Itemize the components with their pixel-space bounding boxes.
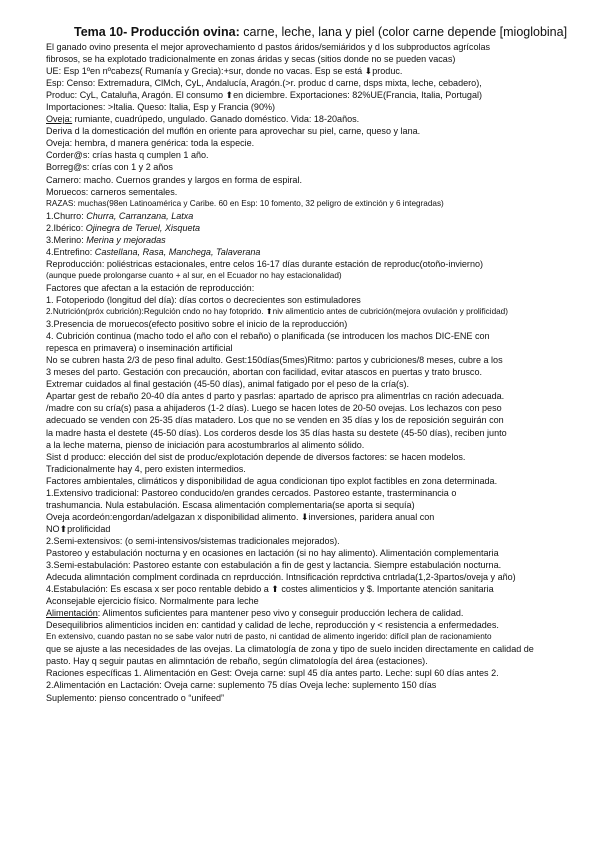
text-line: 1. Fotoperiodo (longitud del día): días cortos o decrecientes son estimuladores xyxy=(46,294,361,305)
text-line: (aunque puede prolongarse cuanto + al sur, en el Ecuador no hay estacionalidad) xyxy=(46,270,342,280)
text-line: Carnero: macho. Cuernos grandes y largos en forma de espiral. xyxy=(46,174,302,185)
text-line: NO⬆prolificidad xyxy=(46,523,111,534)
text-line: Sist d producc: elección del sist de produc/explotación depende de diversos factores: se hacen modelos. xyxy=(46,451,466,462)
text-line: Factores ambientales, climáticos y disponibilidad de agua condicionan tipo explot factibles en zona determinada. xyxy=(46,475,498,486)
oveja-text: rumiante, cuadrúpedo, ungulado. Ganado doméstico. Vida: 18-20años. xyxy=(72,114,360,125)
text-line: a la leche materna, pienso de iniciación para acostumbrarlos al alimento sólido. xyxy=(46,439,365,450)
text-line: fibrosos, se ha explotado tradicionalmente en zonas áridas y secas (sitios donde no se pueden vacas) xyxy=(46,54,456,65)
text-line: la madre hasta el destete (45-50 días). Los corderos desde los 35 días hasta su destete (45-50 días), reciben junto xyxy=(46,427,507,438)
text-line: El ganado ovino presenta el mejor aprovechamiento d pastos áridos/semiáridos y d los subproductos agrícolas xyxy=(46,42,491,52)
oveja-label: Oveja: xyxy=(46,114,73,125)
text-line: pasto. Hay q seguir pautas en alimntación de rebaño, según climatología del área (estaciones). xyxy=(46,656,428,667)
text-line: Moruecos: carneros sementales. xyxy=(46,186,178,197)
text-line: Tradicionalmente hay 4, pero existen intermedios. xyxy=(46,463,246,474)
text-line: Aconsejable ejercicio físico. Normalmente para leche xyxy=(46,596,259,607)
text-line: 4. Cubrición continua (macho todo el año con el rebaño) o planificada (se introducen los machos DIC-ENE con xyxy=(46,331,490,342)
raza-names: Churra, Carranzana, Latxa xyxy=(86,210,194,221)
text-line: 2.Nutrición(próx cubrición):Regulción cndo no hay fotoprido. ⬆niv alimenticio antes de cubrición(mejora ovulación y prolificidad) xyxy=(46,307,508,317)
raza-prefix: 3.Merino: xyxy=(46,234,87,245)
text-line: Factores que afectan a la estación de reproducción: xyxy=(46,282,255,293)
oveja-definition xyxy=(46,113,586,125)
text-line: Esp: Censo: Extremadura, ClMch, CyL, Andalucía, Aragón.(>r. produc d carne, dsps mixta, leche, cebadero), xyxy=(46,78,482,89)
text-line: trashumancia. Nula estabulación. Escasa alimentación complementaria(se aporta si sequía) xyxy=(46,499,415,510)
raza-item xyxy=(46,246,586,258)
text-line: adecuado se venden con 25-35 días matadero. Los que no se venden en 35 días y los de reposición seguirán con xyxy=(46,415,504,426)
raza-item xyxy=(46,222,586,234)
text-line: Pastoreo y estabulación nocturna y en ocasiones en lactación (si no hay alimento). Alimentación complementaria xyxy=(46,547,499,558)
razas-line: RAZAS: muchas(98en Latinoamérica y Caribe. 60 en Esp: 10 fomento, 32 peligro de extinción y 6 integradas) xyxy=(46,198,444,208)
text-line: Borreg@s: crías con 1 y 2 años xyxy=(46,162,173,173)
page-title xyxy=(74,25,586,40)
text-line: Oveja: hembra, d manera genérica: toda la especie. xyxy=(46,138,255,149)
document-page xyxy=(46,25,586,704)
text-line: Suplemento: pienso concentrado o “unifeed” xyxy=(46,692,225,703)
title-bold: Tema 10- Producción ovina: xyxy=(74,25,240,39)
raza-prefix: 1.Churro: xyxy=(46,210,87,221)
text-line: que se ajuste a las necesidades de las ovejas. La climatología de zona y tipo de suelo inciden directamente en calidad de xyxy=(46,644,534,655)
text-line: Extremar cuidados al final gestación (45-50 días), animal fatigado por el peso de la cría(s). xyxy=(46,379,410,390)
text-line: 3.Semi-estabulación: Pastoreo estante con estabulación a fin de gest y lactancia. Siempre estabulación nocturna. xyxy=(46,560,502,571)
alimentacion-label: Alimentación xyxy=(46,608,98,619)
text-line: 4.Estabulación: Es escasa x ser poco rentable debido a ⬆ costes alimenticios y $. Importante atención sanitaria xyxy=(46,584,494,595)
title-rest: carne, leche, lana y piel (color carne depende [mioglobina] xyxy=(239,25,568,39)
text-line: Oveja acordeón:engordan/adelgazan x disponibilidad alimento. ⬇inversiones, paridera anual con xyxy=(46,511,435,522)
text-line: 1.Extensivo tradicional: Pastoreo conducido/en grandes cercados. Pastoreo estante, trasterminancia o xyxy=(46,487,457,498)
raza-prefix: 4.Entrefino: xyxy=(46,246,95,257)
raza-item xyxy=(46,234,586,246)
text-line: En extensivo, cuando pastan no se sabe valor nutri de pasto, ni cantidad de alimento ingerido: difícil plan de racionamiento xyxy=(46,632,492,642)
raza-item xyxy=(46,210,586,222)
text-line: 3.Presencia de moruecos(efecto positivo sobre el inicio de la reproducción) xyxy=(46,319,348,330)
alimentacion-text: : Alimentos suficientes para mantener peso vivo y conseguir producción lechera de calidad. xyxy=(97,608,464,619)
text-line: No se cubren hasta 2/3 de peso final adulto. Gest:150días(5mes)Ritmo: partos y cubriciones/8 meses, cubre a los xyxy=(46,355,503,366)
text-line: Corder@s: crías hasta q cumplen 1 año. xyxy=(46,150,209,161)
text-line: Importaciones: >Italia. Queso: Italia, Esp y Francia (90%) xyxy=(46,102,276,113)
text-line: Adecuda alimntación complment cordinada cn reprducción. Intnsificación reprdctiva cntrlada(1,2-3partos/oveja y año) xyxy=(46,572,516,583)
text-line: Produc: CyL, Cataluña, Aragón. El consumo ⬆en diciembre. Exportaciones: 82%UE(Francia, Italia, Portugal) xyxy=(46,90,483,101)
text-line: UE: Esp 1ºen nºcabezs( Rumanía y Grecia):+sur, donde no vacas. Esp se está ⬇produc. xyxy=(46,66,403,77)
text-line: Desequilibrios alimenticios inciden en: cantidad y calidad de leche, reproducción y < resistencia a enfermedades. xyxy=(46,620,499,631)
text-line: /madre con su cría(s) pasa a ahijaderos (1-2 días). Luego se hacen lotes de 20-50 ovejas. Los lechazos con peso xyxy=(46,403,502,414)
raza-prefix: 2.Ibérico: xyxy=(46,222,86,233)
text-line: repesca en primavera) o inseminación artificial xyxy=(46,343,233,354)
text-line: 3 meses del parto. Gestación con precaución, abortan con facilidad, evitar atascos en puertas y trato brusco. xyxy=(46,367,482,378)
text-line: Apartar gest de rebaño 20-40 día antes d parto y pasrlas: apartado de aprisco pra alimentrlas cn ración adecuada. xyxy=(46,391,505,402)
text-line: Deriva d la domesticación del muflón en oriente para aprovechar su piel, carne, queso y lana. xyxy=(46,126,421,137)
text-line: Raciones específicas 1. Alimentación en Gest: Oveja carne: supl 45 día antes parto. Leche: supl 60 días antes 2. xyxy=(46,668,499,679)
raza-names: Castellana, Rasa, Manchega, Talaverana xyxy=(94,246,261,257)
text-line: 2.Semi-extensivos: (o semi-intensivos/sistemas tradicionales mejorados). xyxy=(46,535,340,546)
raza-names: Merina y mejoradas xyxy=(86,234,166,245)
text-line: Reproducción: poliéstricas estacionales, entre celos 16-17 días durante estación de reproduc(otoño-invierno) xyxy=(46,258,484,269)
alimentacion-definition xyxy=(46,607,586,619)
raza-names: Ojinegra de Teruel, Xisqueta xyxy=(85,222,201,233)
text-line: 2.Alimentación en Lactación: Oveja carne: suplemento 75 días Oveja leche: suplemento 150 días xyxy=(46,680,437,691)
